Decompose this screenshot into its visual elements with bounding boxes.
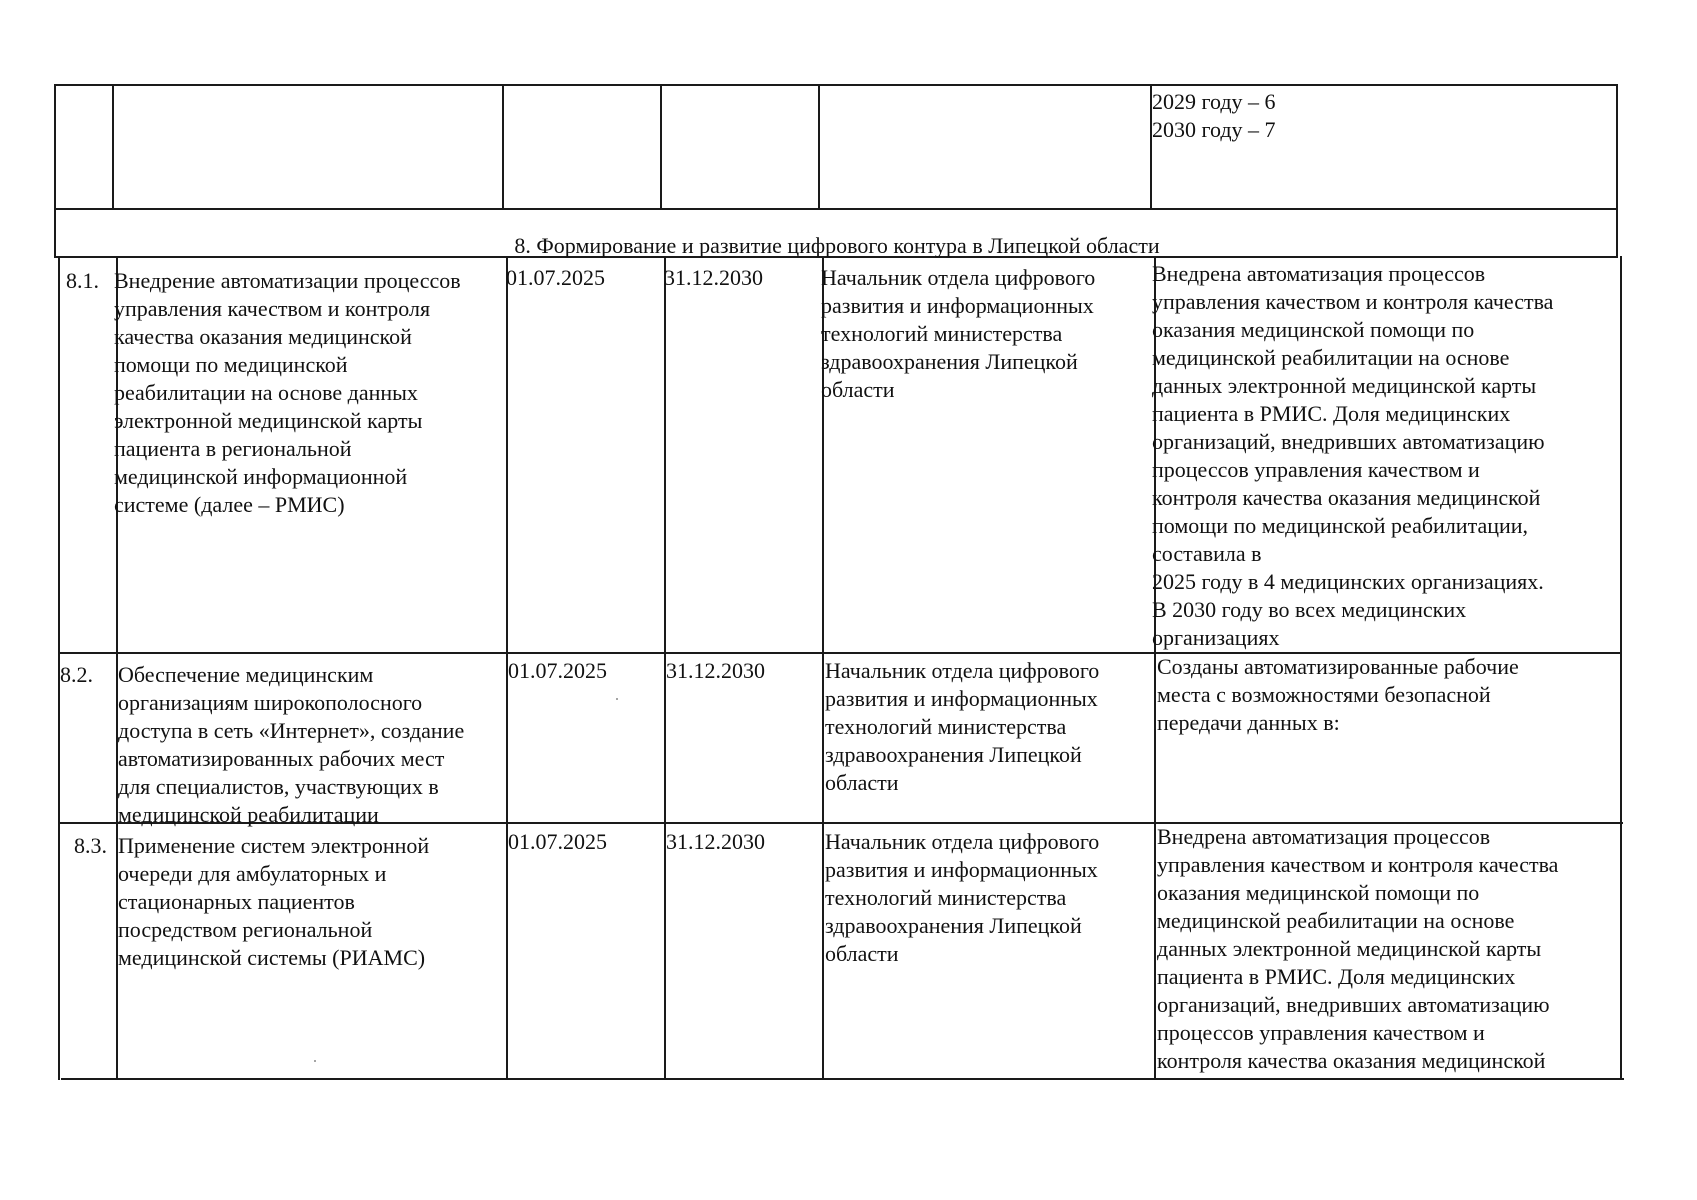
col-line-1: [112, 84, 114, 210]
row-number: 8.3.: [74, 833, 107, 858]
section-border-left: [54, 208, 56, 258]
continuation-result-cell: 2029 году – 6 2030 году – 7: [1152, 89, 1276, 142]
scan-speck: [314, 1060, 316, 1062]
result-cell: Внедрена автоматизация процессов управления качеством и контроля качества оказания медицинской помощи по медицинской реабилитации на основе данных электронной медицинской карты пациента в РМИС. Доля медицинских организаций, внедривших автоматизацию процессов управления качеством и контроля качества оказания медицинской помощи по медицинской реабилитации, составила в 2025 году в 4 медицинских организациях. В 2030 году во всех медицинских организациях: [1152, 261, 1554, 650]
activity-cell: Применение систем электронной очереди для амбулаторных и стационарных пациентов посредством региональной медицинской системы (РИАМС): [118, 833, 430, 970]
section-title: 8. Формирование и развитие цифрового контура в Липецкой области: [514, 233, 1160, 258]
end-date-cell: 31.12.2030: [666, 829, 765, 854]
responsible-cell: Начальник отдела цифрового развития и информационных технологий министерства здравоохранения Липецкой области: [821, 265, 1096, 402]
activity-cell: Внедрение автоматизации процессов управления качеством и контроля качества оказания медицинской помощи по медицинской реабилитации на основе данных электронной медицинской карты пациента в региональной медицинской информационной системе (далее – РМИС): [114, 268, 461, 517]
row-divider-continuation: [54, 208, 1618, 210]
col-line-4: [818, 84, 820, 210]
col-line-6-body: [1620, 256, 1622, 1080]
col-line-0: [54, 84, 56, 210]
table-border-bottom: [61, 1078, 1624, 1080]
result-cell: Созданы автоматизированные рабочие места с возможностями безопасной передачи данных в:: [1157, 654, 1519, 735]
activity-cell: Обеспечение медицинским организациям широкополосного доступа в сеть «Интернет», создание автоматизированных рабочих мест для специалистов, участвующих в медицинской реабилитации: [118, 662, 465, 827]
start-date-cell: 01.07.2025: [508, 829, 607, 854]
section-border-right: [1616, 208, 1618, 258]
end-date-cell: 31.12.2030: [666, 658, 765, 683]
start-date-cell: 01.07.2025: [508, 658, 607, 683]
row-number: 8.2.: [60, 662, 93, 687]
responsible-cell: Начальник отдела цифрового развития и информационных технологий министерства здравоохранения Липецкой области: [825, 658, 1100, 795]
col-line-3: [660, 84, 662, 210]
table-border-top: [54, 84, 1618, 86]
end-date-cell: 31.12.2030: [664, 265, 763, 290]
responsible-cell: Начальник отдела цифрового развития и информационных технологий министерства здравоохранения Липецкой области: [825, 829, 1100, 966]
row-number: 8.1.: [66, 268, 99, 293]
scan-speck: [616, 698, 618, 700]
col-line-2: [502, 84, 504, 210]
start-date-cell: 01.07.2025: [506, 265, 605, 290]
result-cell: Внедрена автоматизация процессов управления качеством и контроля качества оказания медицинской помощи по медицинской реабилитации на основе данных электронной медицинской карты пациента в РМИС. Доля медицинских организаций, внедривших автоматизацию процессов управления качеством и контроля качества оказания медицинской: [1157, 824, 1559, 1073]
col-line-6: [1616, 84, 1618, 210]
